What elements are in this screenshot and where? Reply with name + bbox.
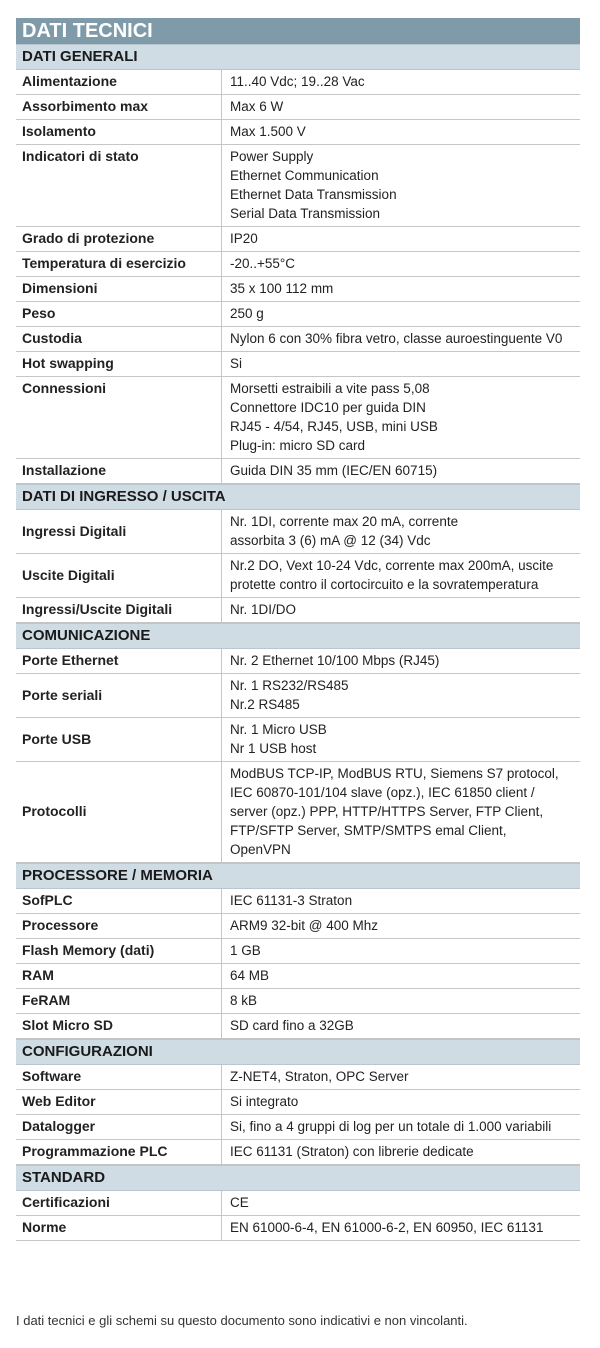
spec-value	[222, 649, 580, 673]
spec-label	[16, 889, 222, 913]
spec-value-line: Max 6 W	[230, 99, 284, 114]
spec-label	[16, 459, 222, 483]
spec-value-line: Nylon 6 con 30% fibra vetro, classe auroestinguente V0	[230, 331, 563, 346]
spec-value-line: Z-NET4, Straton, OPC Server	[230, 1069, 409, 1084]
spec-value-line: IEC 60870-101/104 slave (opz.), IEC 61850 client /	[230, 785, 535, 800]
spec-value-line: IEC 61131-3 Straton	[230, 893, 353, 908]
spec-row	[16, 145, 580, 227]
spec-value	[222, 1014, 580, 1038]
spec-label-text: Temperatura di esercizio	[22, 255, 186, 271]
spec-value-line: Ethernet Data Transmission	[230, 187, 397, 202]
spec-label-text: RAM	[22, 967, 54, 983]
spec-label	[16, 1140, 222, 1164]
spec-value	[222, 554, 580, 597]
spec-row	[16, 889, 580, 914]
spec-value-line: assorbita 3 (6) mA @ 12 (34) Vdc	[230, 533, 431, 548]
spec-value	[222, 1216, 580, 1240]
spec-row	[16, 914, 580, 939]
spec-label-text: SofPLC	[22, 892, 73, 908]
spec-value	[222, 352, 580, 376]
spec-label	[16, 227, 222, 251]
spec-sections	[16, 44, 580, 1241]
spec-value-line: Plug-in: micro SD card	[230, 438, 366, 453]
spec-value-line: Nr. 1DI, corrente max 20 mA, corrente	[230, 514, 459, 529]
spec-row	[16, 554, 580, 598]
spec-label	[16, 95, 222, 119]
spec-value	[222, 302, 580, 326]
spec-label	[16, 674, 222, 717]
spec-label	[16, 327, 222, 351]
spec-label-text: Custodia	[22, 330, 82, 346]
spec-label	[16, 510, 222, 553]
spec-label	[16, 718, 222, 761]
spec-value-line: Ethernet Communication	[230, 168, 379, 183]
spec-label-text: Certificazioni	[22, 1194, 110, 1210]
spec-value-line: ModBUS TCP-IP, ModBUS RTU, Siemens S7 protocol,	[230, 766, 559, 781]
spec-value-line: Serial Data Transmission	[230, 206, 381, 221]
spec-row	[16, 327, 580, 352]
spec-value	[222, 277, 580, 301]
spec-value-line: 1 GB	[230, 943, 261, 958]
spec-value-line: 11..40 Vdc; 19..28 Vac	[230, 74, 365, 89]
spec-row	[16, 718, 580, 762]
spec-label-text: Porte seriali	[22, 686, 103, 703]
spec-value	[222, 145, 580, 226]
spec-label	[16, 964, 222, 988]
spec-value-line: -20..+55°C	[230, 256, 296, 271]
spec-label	[16, 914, 222, 938]
spec-label-text: Uscite Digitali	[22, 566, 115, 583]
spec-value	[222, 120, 580, 144]
spec-value-line: 64 MB	[230, 968, 270, 983]
spec-label-text: Alimentazione	[22, 73, 117, 89]
page-title: DATI TECNICI	[16, 18, 580, 44]
spec-value	[222, 718, 580, 761]
spec-value-line: Si, fino a 4 gruppi di log per un totale di 1.000 variabili	[230, 1119, 552, 1134]
spec-value	[222, 510, 580, 553]
spec-label-text: Web Editor	[22, 1093, 96, 1109]
spec-value-line: EN 61000-6-4, EN 61000-6-2, EN 60950, IEC 61131	[230, 1220, 544, 1235]
spec-row	[16, 459, 580, 484]
spec-label-text: Protocolli	[22, 803, 87, 819]
spec-value	[222, 914, 580, 938]
spec-label-text: Isolamento	[22, 123, 96, 139]
spec-value-line: Nr.2 RS485	[230, 697, 300, 712]
spec-row	[16, 377, 580, 459]
spec-row	[16, 939, 580, 964]
spec-value	[222, 762, 580, 862]
spec-label	[16, 1090, 222, 1114]
spec-label-text: Porte Ethernet	[22, 652, 119, 668]
spec-row	[16, 277, 580, 302]
spec-value-line: Guida DIN 35 mm (IEC/EN 60715)	[230, 463, 438, 478]
spec-label	[16, 352, 222, 376]
spec-sheet	[16, 18, 580, 1241]
spec-value	[222, 889, 580, 913]
spec-value	[222, 227, 580, 251]
spec-label	[16, 120, 222, 144]
spec-label-text: Dimensioni	[22, 280, 98, 296]
spec-label	[16, 598, 222, 622]
spec-label	[16, 145, 222, 226]
section-heading: COMUNICAZIONE	[16, 623, 580, 649]
spec-value-line: CE	[230, 1195, 249, 1210]
spec-value-line: protette contro il cortocircuito e la sovratemperatura	[230, 577, 539, 592]
spec-label-text: FeRAM	[22, 992, 71, 1008]
spec-label-text: Hot swapping	[22, 355, 114, 371]
spec-value	[222, 1065, 580, 1089]
spec-value-line: Power Supply	[230, 149, 314, 164]
spec-value-line: Nr. 1 Micro USB	[230, 722, 327, 737]
spec-value	[222, 598, 580, 622]
spec-label-text: Installazione	[22, 462, 107, 478]
spec-label	[16, 377, 222, 458]
spec-value	[222, 1115, 580, 1139]
spec-row	[16, 1065, 580, 1090]
spec-label-text: Datalogger	[22, 1118, 96, 1134]
spec-value-line: 250 g	[230, 306, 264, 321]
spec-label	[16, 762, 222, 862]
spec-row	[16, 649, 580, 674]
spec-label-text: Slot Micro SD	[22, 1017, 114, 1033]
spec-row	[16, 1191, 580, 1216]
spec-label	[16, 252, 222, 276]
spec-value-line: OpenVPN	[230, 842, 291, 857]
spec-value-line: Si integrato	[230, 1094, 299, 1109]
spec-value-line: 8 kB	[230, 993, 258, 1008]
spec-value-line: 35 x 100 112 mm	[230, 281, 334, 296]
spec-label	[16, 70, 222, 94]
spec-value-line: Nr. 1 RS232/RS485	[230, 678, 349, 693]
spec-label-text: Ingressi Digitali	[22, 522, 127, 539]
spec-label-text: Software	[22, 1068, 82, 1084]
spec-label	[16, 1216, 222, 1240]
spec-row	[16, 95, 580, 120]
spec-value-line: ARM9 32-bit @ 400 Mhz	[230, 918, 379, 933]
spec-row	[16, 352, 580, 377]
spec-label	[16, 1014, 222, 1038]
spec-value	[222, 1140, 580, 1164]
spec-value-line: SD card fino a 32GB	[230, 1018, 354, 1033]
spec-value	[222, 70, 580, 94]
spec-row	[16, 1115, 580, 1140]
section-heading: DATI DI INGRESSO / USCITA	[16, 484, 580, 510]
spec-value-line: IP20	[230, 231, 258, 246]
spec-value	[222, 674, 580, 717]
spec-row	[16, 227, 580, 252]
spec-value	[222, 327, 580, 351]
spec-label	[16, 1115, 222, 1139]
spec-row	[16, 70, 580, 95]
spec-label	[16, 277, 222, 301]
spec-label-text: Ingressi/Uscite Digitali	[22, 601, 173, 617]
spec-value-line: Connettore IDC10 per guida DIN	[230, 400, 426, 415]
spec-value	[222, 1090, 580, 1114]
spec-label-text: Assorbimento max	[22, 98, 149, 114]
spec-label-text: Connessioni	[22, 380, 107, 396]
spec-value	[222, 459, 580, 483]
spec-label	[16, 1065, 222, 1089]
spec-row	[16, 598, 580, 623]
spec-label	[16, 939, 222, 963]
spec-row	[16, 510, 580, 554]
spec-value-line: Morsetti estraibili a vite pass 5,08	[230, 381, 430, 396]
footnote: I dati tecnici e gli schemi su questo documento sono indicativi e non vincolanti.	[16, 1313, 468, 1328]
spec-value	[222, 252, 580, 276]
spec-value-line: IEC 61131 (Straton) con librerie dedicate	[230, 1144, 474, 1159]
spec-row	[16, 1014, 580, 1039]
spec-row	[16, 762, 580, 863]
spec-label	[16, 649, 222, 673]
spec-value-line: FTP/SFTP Server, SMTP/SMTPS emal Client,	[230, 823, 507, 838]
spec-label-text: Indicatori di stato	[22, 148, 139, 164]
spec-value	[222, 989, 580, 1013]
spec-value-line: Si	[230, 356, 243, 371]
spec-label-text: Grado di protezione	[22, 230, 155, 246]
spec-row	[16, 252, 580, 277]
spec-value-line: Nr. 1DI/DO	[230, 602, 297, 617]
spec-value-line: Nr. 2 Ethernet 10/100 Mbps (RJ45)	[230, 653, 440, 668]
spec-label-text: Norme	[22, 1219, 67, 1235]
spec-row	[16, 1216, 580, 1241]
spec-row	[16, 989, 580, 1014]
spec-value	[222, 95, 580, 119]
section-heading: STANDARD	[16, 1165, 580, 1191]
spec-label-text: Porte USB	[22, 730, 92, 747]
spec-value	[222, 939, 580, 963]
spec-value	[222, 964, 580, 988]
spec-row	[16, 1090, 580, 1115]
spec-label-text: Processore	[22, 917, 99, 933]
section-heading: DATI GENERALI	[16, 44, 580, 70]
spec-value-line: Nr.2 DO, Vext 10-24 Vdc, corrente max 200mA, uscite	[230, 558, 554, 573]
spec-row	[16, 302, 580, 327]
spec-row	[16, 120, 580, 145]
spec-label	[16, 302, 222, 326]
spec-value-line: Max 1.500 V	[230, 124, 306, 139]
spec-value-line: server (opz.) PPP, HTTP/HTTPS Server, FTP Client,	[230, 804, 544, 819]
spec-row	[16, 1140, 580, 1165]
spec-value-line: Nr 1 USB host	[230, 741, 317, 756]
spec-label-text: Programmazione PLC	[22, 1143, 168, 1159]
spec-label	[16, 989, 222, 1013]
spec-value	[222, 377, 580, 458]
section-heading: CONFIGURAZIONI	[16, 1039, 580, 1065]
spec-value-line: RJ45 - 4/54, RJ45, USB, mini USB	[230, 419, 438, 434]
spec-row	[16, 964, 580, 989]
spec-row	[16, 674, 580, 718]
spec-value	[222, 1191, 580, 1215]
spec-label	[16, 554, 222, 597]
section-heading: PROCESSORE / MEMORIA	[16, 863, 580, 889]
spec-label	[16, 1191, 222, 1215]
spec-label-text: Flash Memory (dati)	[22, 942, 155, 958]
spec-label-text: Peso	[22, 305, 56, 321]
